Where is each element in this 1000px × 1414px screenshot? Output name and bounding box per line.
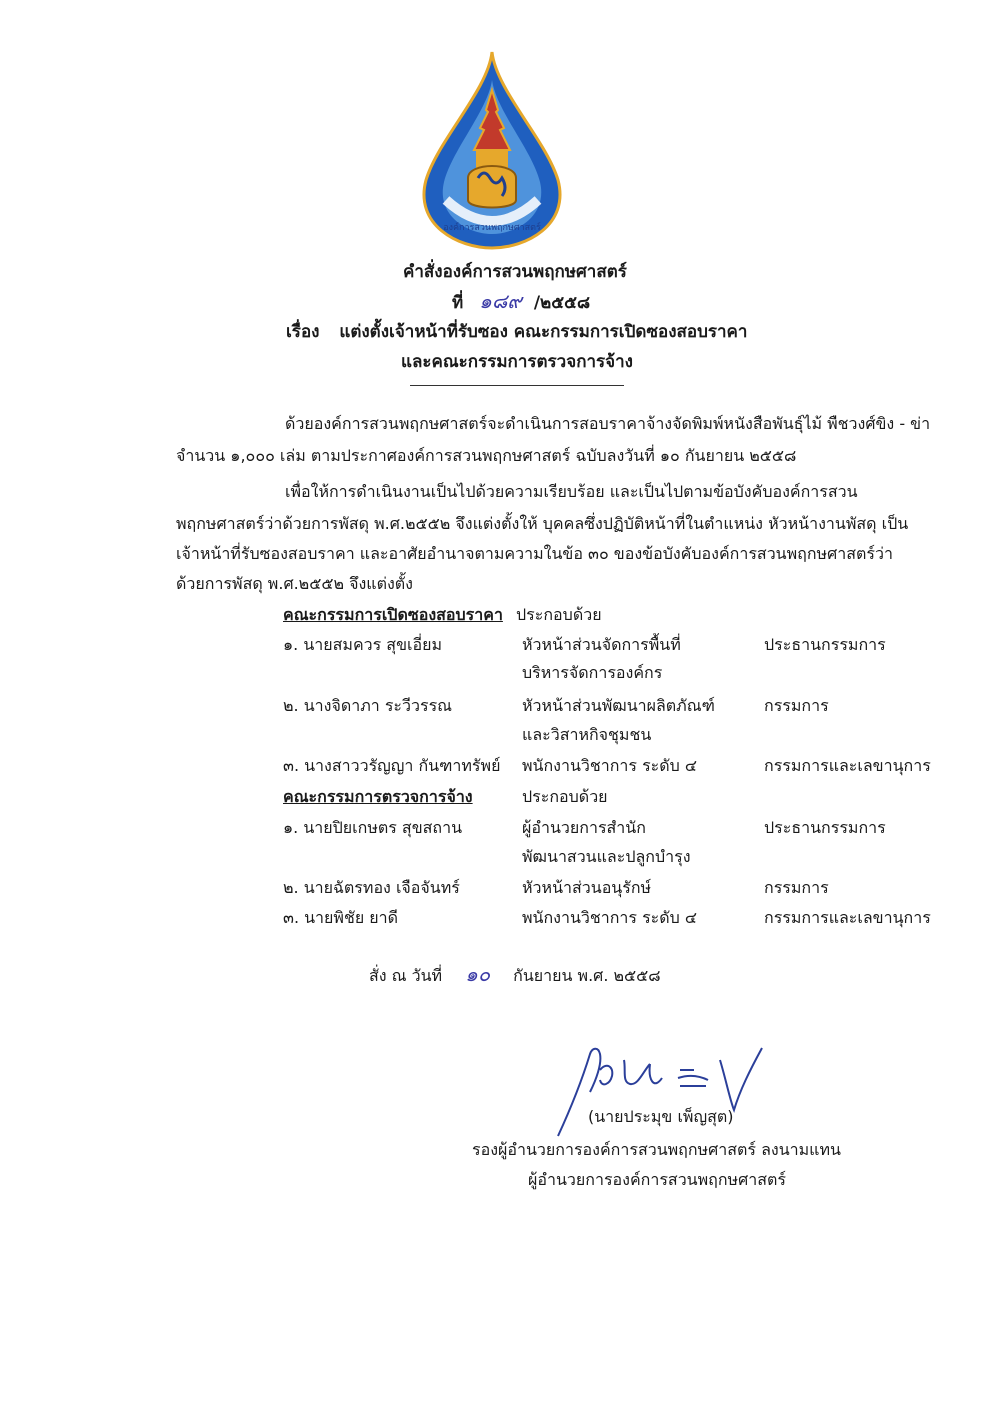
committee-2-member-1-position: ผู้อำนวยการสำนัก — [522, 818, 646, 837]
committee-1-heading — [283, 603, 602, 628]
committee-1-member-1-role: ประธานกรรมการ — [764, 635, 886, 654]
committee-1-member-2-role: กรรมการ — [764, 696, 829, 715]
order-number-year: /๒๕๕๘ — [533, 293, 591, 313]
order-title: คำสั่งองค์การสวนพฤกษศาสตร์ — [403, 262, 627, 282]
order-number — [452, 285, 590, 317]
committee-2-member-1-name: ๑. นายปิยเกษตร สุขสถาน — [283, 818, 463, 837]
committee-2-title-text: คณะกรรมการตรวจการจ้าง — [283, 787, 473, 806]
committee-1-member-2-name: ๒. นางจิดาภา ระวีวรรณ — [283, 696, 453, 715]
signatory-title-1: รองผู้อำนวยการองค์การสวนพฤกษศาสตร์ ลงนามแทน — [472, 1140, 841, 1159]
committee-2-member-2-position: หัวหน้าส่วนอนุรักษ์ — [522, 878, 652, 897]
committee-2-consist: ประกอบด้วย — [522, 787, 608, 806]
committee-2-member-1-position-cont: พัฒนาสวนและปลูกบำรุง — [522, 847, 691, 866]
paragraph-1-line-2: จำนวน ๑,๐๐๐ เล่ม ตามประกาศองค์การสวนพฤกษศาสตร์ ฉบับลงวันที่ ๑๐ กันยายน ๒๕๕๘ — [176, 446, 797, 465]
committee-1-member-2-position-cont: และวิสาหกิจชุมชน — [522, 725, 652, 744]
order-date — [369, 958, 661, 990]
subject-label: เรื่อง — [286, 322, 320, 342]
committee-1-title: คณะกรรมการเปิดซองสอบราคา — [283, 605, 503, 624]
paragraph-2-line-2: พฤกษศาสตร์ว่าด้วยการพัสดุ พ.ศ.๒๕๕๒ จึงแต่งตั้งให้ บุคคลซึ่งปฏิบัติหน้าที่ในตำแหน่ง หัวหน้างานพัสดุ เป็น — [176, 514, 909, 533]
paragraph-2-line-1: เพื่อให้การดำเนินงานเป็นไปด้วยความเรียบร้อย และเป็นไปตามข้อบังคับองค์การสวน — [285, 482, 858, 501]
header-divider — [410, 385, 624, 386]
committee-2-member-3-position: พนักงานวิชาการ ระดับ ๔ — [522, 908, 698, 927]
subject-text-1: แต่งตั้งเจ้าหน้าที่รับซอง คณะกรรมการเปิดซองสอบราคา — [339, 322, 748, 342]
order-number-label: ที่ — [452, 293, 464, 313]
signatory-title-2: ผู้อำนวยการองค์การสวนพฤกษศาสตร์ — [528, 1170, 786, 1189]
paragraph-1-line-1: ด้วยองค์การสวนพฤกษศาสตร์จะดำเนินการสอบราคาจ้างจัดพิมพ์หนังสือพันธุ์ไม้ พืชวงศ์ขิง - ข่า — [285, 414, 931, 433]
committee-2-member-1-role: ประธานกรรมการ — [764, 818, 886, 837]
committee-1-member-1-position-cont: บริหารจัดการองค์กร — [522, 663, 663, 682]
paragraph-2-line-4: ด้วยการพัสดุ พ.ศ.๒๕๕๒ จึงแต่งตั้ง — [176, 574, 413, 593]
organization-logo — [418, 50, 566, 250]
order-date-suffix: กันยายน พ.ศ. ๒๕๕๘ — [513, 966, 661, 985]
committee-1-member-3-name: ๓. นางสาววรัญญา กันฑาทรัพย์ — [283, 756, 501, 775]
order-number-handwritten: ๑๘๙ — [479, 289, 522, 313]
committee-1-member-1-position: หัวหน้าส่วนจัดการพื้นที่ — [522, 635, 681, 654]
subject-text-2: และคณะกรรมการตรวจการจ้าง — [401, 352, 633, 372]
committee-2-member-2-role: กรรมการ — [764, 878, 829, 897]
committee-2-title — [283, 785, 473, 810]
order-date-day-handwritten: ๑๐ — [465, 962, 491, 986]
committee-2-member-3-name: ๓. นายพิชัย ยาดี — [283, 908, 399, 927]
logo-text: องค์การสวนพฤกษศาสตร์ — [443, 223, 541, 233]
committee-1-member-3-role: กรรมการและเลขานุการ — [764, 756, 931, 775]
committee-2-member-3-role: กรรมการและเลขานุการ — [764, 908, 931, 927]
order-date-prefix: สั่ง ณ วันที่ — [369, 966, 443, 985]
signatory-name: (นายประมุข เพ็ญสุต) — [588, 1107, 734, 1126]
committee-1-consist: ประกอบด้วย — [516, 605, 602, 624]
committee-1-member-2-position: หัวหน้าส่วนพัฒนาผลิตภัณฑ์ — [522, 696, 715, 715]
committee-1-member-3-position: พนักงานวิชาการ ระดับ ๔ — [522, 756, 698, 775]
subject-line — [286, 318, 747, 345]
committee-1-member-1-name: ๑. นายสมควร สุขเอี่ยม — [283, 635, 443, 654]
committee-2-member-2-name: ๒. นายฉัตรทอง เจือจันทร์ — [283, 878, 460, 897]
paragraph-2-line-3: เจ้าหน้าที่รับซองสอบราคา และอาศัยอำนาจตามความในข้อ ๓๐ ของข้อบังคับองค์การสวนพฤกษศาสตร์ว่า — [176, 544, 893, 563]
